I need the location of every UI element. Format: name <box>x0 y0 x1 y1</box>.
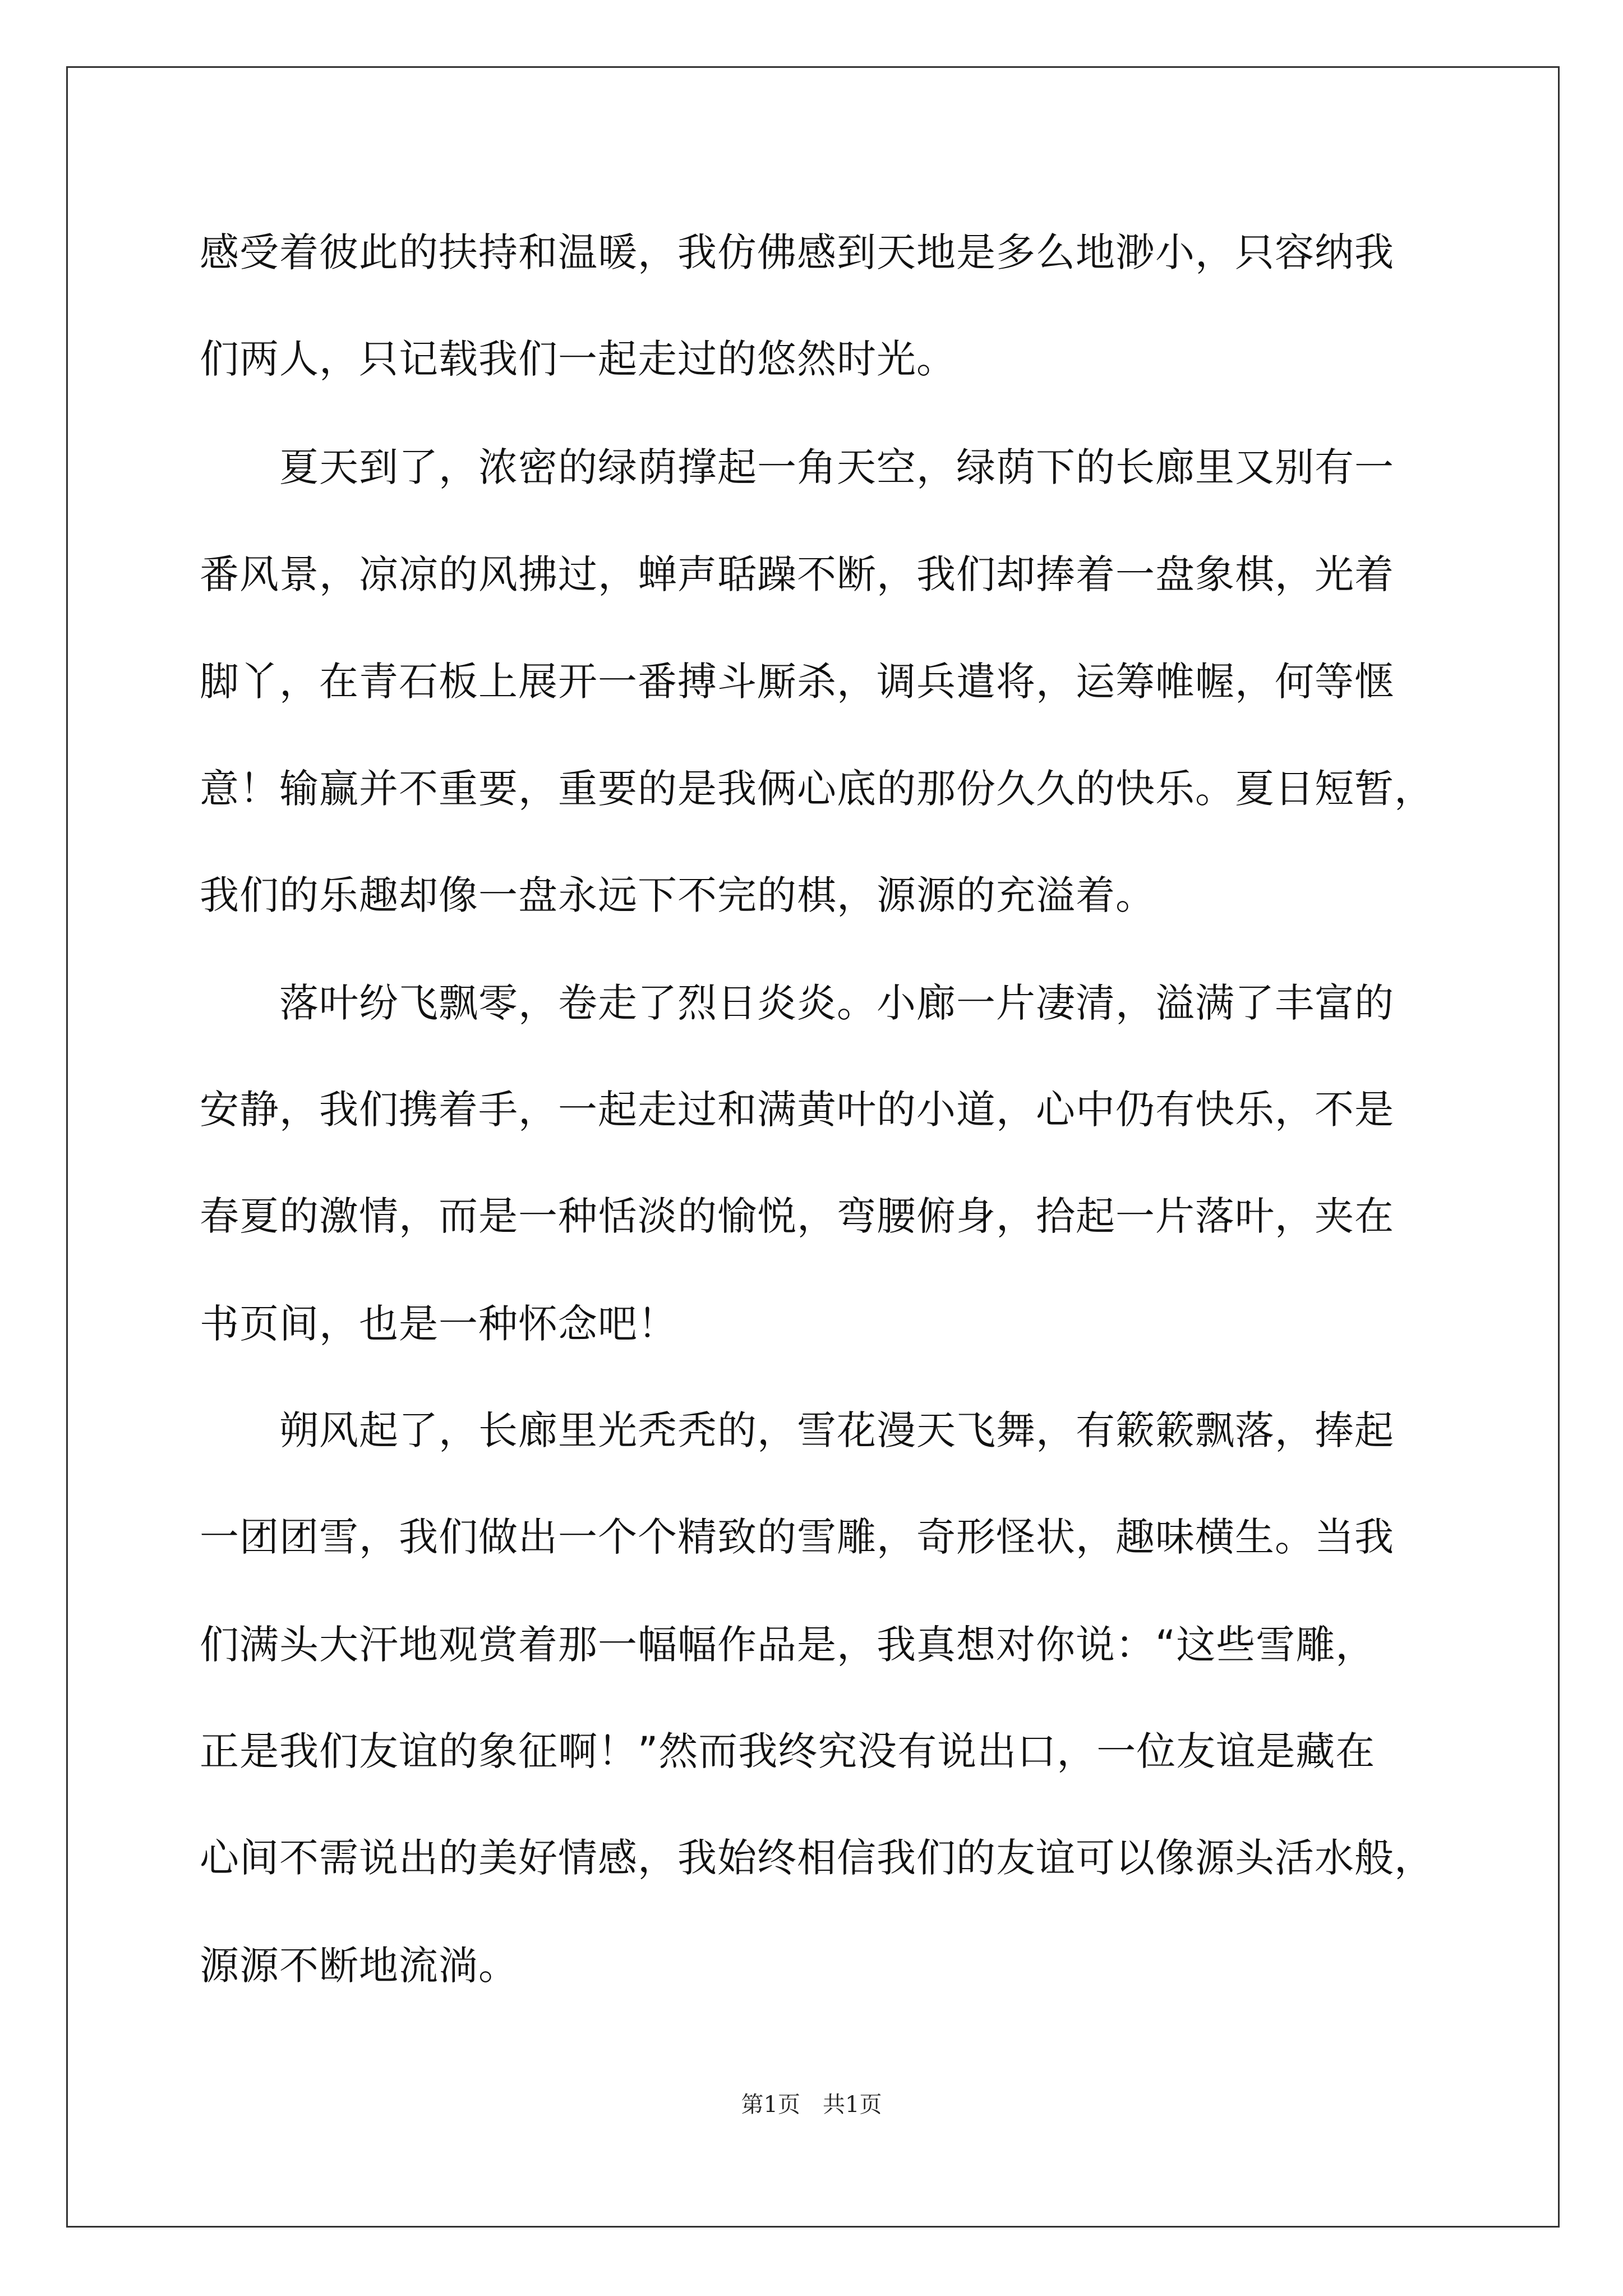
paragraph-line: 们满头大汗地观赏着那一幅幅作品是，我真想对你说：“这些雪雕， <box>200 1622 1376 1668</box>
paragraph-line: 感受着彼此的扶持和温暖，我仿佛感到天地是多么地渺小，只容纳我 <box>200 229 1394 275</box>
paragraph-line: 夏天到了，浓密的绿荫撑起一角天空，绿荫下的长廊里又别有一 <box>200 444 1394 490</box>
paragraph-line: 书页间，也是一种怀念吧！ <box>200 1301 677 1347</box>
paragraph-line: 春夏的激情，而是一种恬淡的愉悦，弯腰俯身，拾起一片落叶，夹在 <box>200 1193 1394 1239</box>
page-border <box>66 66 1560 2228</box>
paragraph-line: 落叶纷飞飘零，卷走了烈日炎炎。小廊一片凄清，溢满了丰富的 <box>200 980 1394 1026</box>
paragraph-line: 番风景，凉凉的风拂过，蝉声聒躁不断，我们却捧着一盘象棋，光着 <box>200 551 1394 597</box>
paragraph-line: 意！输赢并不重要，重要的是我俩心底的那份久久的快乐。夏日短暂， <box>200 766 1434 812</box>
paragraph-line: 我们的乐趣却像一盘永远下不完的棋，源源的充溢着。 <box>200 872 1155 918</box>
paragraph-line: 一团团雪，我们做出一个个精致的雪雕，奇形怪状，趣味横生。当我 <box>200 1514 1394 1560</box>
paragraph-line: 脚丫，在青石板上展开一番搏斗厮杀，调兵遣将，运筹帷幄，何等惬 <box>200 659 1394 705</box>
paragraph-line: 朔风起了，长廊里光秃秃的，雪花漫天飞舞，有簌簌飘落，捧起 <box>200 1407 1394 1453</box>
paragraph-line: 安静，我们携着手，一起走过和满黄叶的小道，心中仍有快乐，不是 <box>200 1087 1394 1133</box>
paragraph-line: 心间不需说出的美好情感，我始终相信我们的友谊可以像源头活水般， <box>200 1835 1434 1881</box>
paragraph-line: 源源不断地流淌。 <box>200 1943 518 1989</box>
page-footer: 第1页 共1页 <box>741 2092 882 2118</box>
paragraph-line: 们两人，只记载我们一起走过的悠然时光。 <box>200 336 956 382</box>
paragraph-line: 正是我们友谊的象征啊！”然而我终究没有说出口，一位友谊是藏在 <box>200 1728 1376 1774</box>
